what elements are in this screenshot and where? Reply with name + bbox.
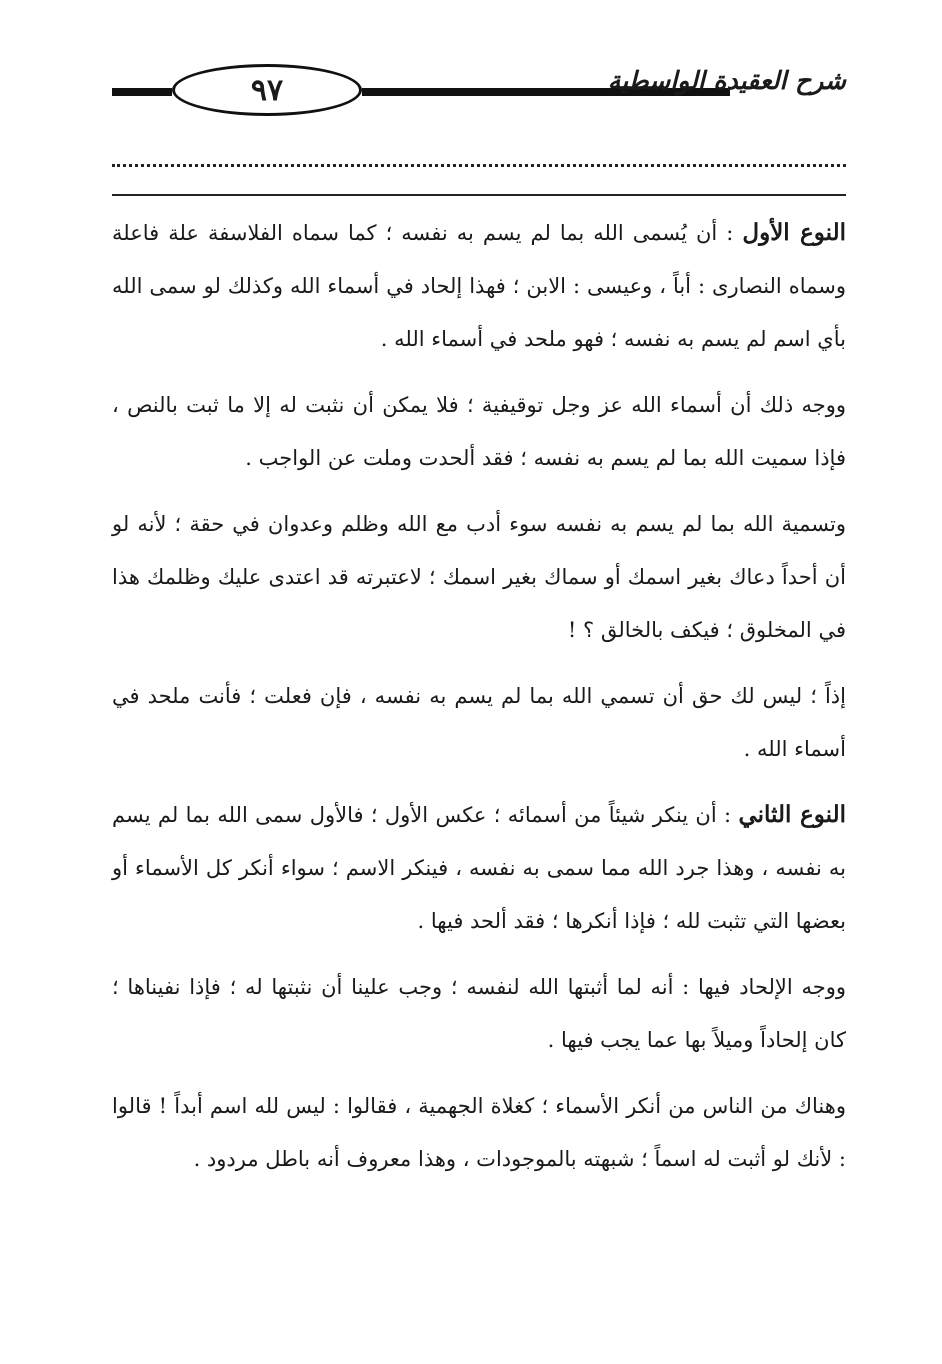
- paragraph-text: إذاً ؛ ليس لك حق أن تسمي الله بما لم يسم به نفسه ، فإن فعلت ؛ فأنت ملحد في أسماء الله .: [112, 684, 846, 761]
- paragraph: [112, 1079, 846, 1186]
- paragraph-text: : أن ينكر شيئاً من أسمائه ؛ عكس الأول ؛ فالأول سمى الله بما لم يسم به نفسه ، وهذا جرد الله مما سمى به نفسه ، فينكر الاسم ؛ سواء أنكر كل الأسماء أو بعضها التي تثبت لله ؛ فإذا أنكرها ؛ فقد ألحد فيها .: [112, 803, 846, 933]
- book-title: شرح العقيدة الواسطية: [607, 66, 846, 95]
- paragraph: [112, 206, 846, 366]
- dotted-divider: [112, 150, 846, 167]
- paragraph: [112, 788, 846, 948]
- header-separator-line: [112, 194, 846, 196]
- paragraph: [112, 669, 846, 776]
- paragraph: [112, 960, 846, 1067]
- page-number: ٩٧: [172, 64, 362, 116]
- paragraph-text: : أن يُسمى الله بما لم يسم به نفسه ؛ كما سماه الفلاسفة علة فاعلة وسماه النصارى : أباً ، وعيسى : الابن ؛ فهذا إلحاد في أسماء الله وكذلك لو سمى الله بأي اسم لم يسم به نفسه ؛ فهو ملحد في أسماء الله .: [112, 221, 846, 351]
- page-body: [112, 206, 846, 1198]
- paragraph-lead: النوع الثاني: [738, 801, 846, 828]
- paragraph-text: ووجه ذلك أن أسماء الله عز وجل توقيفية ؛ فلا يمكن أن نثبت له إلا ما ثبت بالنص ، فإذا سميت الله بما لم يسم به نفسه ؛ فقد ألحدت وملت عن الواجب .: [112, 393, 846, 470]
- page-header: [112, 62, 846, 122]
- paragraph: [112, 378, 846, 485]
- paragraph: [112, 497, 846, 657]
- paragraph-text: ووجه الإلحاد فيها : أنه لما أثبتها الله لنفسه ؛ وجب علينا أن نثبتها له ؛ فإذا نفيناها ؛ كان إلحاداً وميلاً بها عما يجب فيها .: [112, 975, 846, 1052]
- paragraph-lead: النوع الأول: [742, 219, 846, 246]
- paragraph-text: وهناك من الناس من أنكر الأسماء ؛ كغلاة الجهمية ، فقالوا : ليس لله اسم أبداً ! قالوا : لأنك لو أثبت له اسماً ؛ شبهته بالموجودات ، وهذا معروف أنه باطل مردود .: [112, 1094, 846, 1171]
- paragraph-text: وتسمية الله بما لم يسم به نفسه سوء أدب مع الله وظلم وعدوان في حقة ؛ لأنه لو أن أحداً دعاك بغير اسمك أو سماك بغير اسمك ؛ لاعتبرته قد اعتدى عليك وظلمك هذا في المخلوق ؛ فيكف بالخالق ؟ !: [112, 512, 846, 642]
- header-rule-left: [112, 88, 172, 96]
